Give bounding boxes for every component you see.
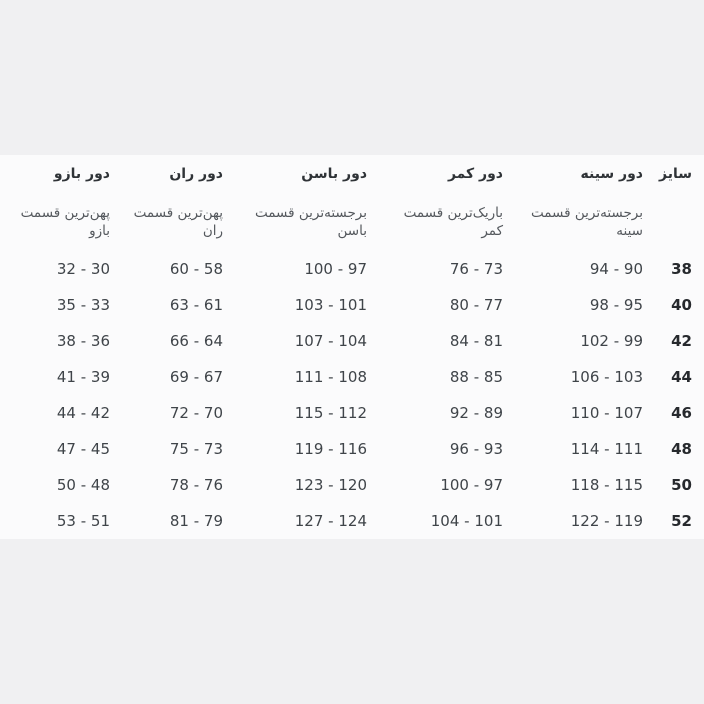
column-description-chest (508, 193, 648, 251)
size-value: 40 (671, 296, 692, 314)
arm-range: 48 - 50 (56, 476, 110, 494)
column-description-arm (0, 193, 115, 251)
column-description-size (648, 193, 704, 251)
chest-range: 90 - 94 (589, 260, 643, 278)
column-labels-row (0, 155, 704, 193)
size-row-48 (0, 431, 704, 467)
column-description-text: برجسته‌ترین قسمت سینه (531, 204, 643, 239)
size-row-40 (0, 287, 704, 323)
size-row-42 (0, 323, 704, 359)
size-chart-body (0, 251, 704, 539)
column-label-hip: دور باسن (301, 166, 367, 182)
size-row-46 (0, 395, 704, 431)
chest-range: 95 - 98 (589, 296, 643, 314)
column-description-hip (228, 193, 372, 251)
thigh-range: 76 - 78 (169, 476, 223, 494)
hip-range: 116 - 119 (294, 440, 367, 458)
column-label-chest: دور سینه (580, 166, 643, 182)
column-description-waist (372, 193, 508, 251)
chest-range: 99 - 102 (580, 332, 643, 350)
size-row-50 (0, 467, 704, 503)
arm-range: 36 - 38 (56, 332, 110, 350)
thigh-range: 67 - 69 (169, 368, 223, 386)
arm-range: 30 - 32 (56, 260, 110, 278)
arm-range: 33 - 35 (56, 296, 110, 314)
column-label-thigh: دور ران (169, 166, 223, 182)
column-description-text: برجسته‌ترین قسمت باسن (255, 204, 367, 239)
column-label-waist: دور کمر (447, 166, 503, 182)
arm-range: 45 - 47 (56, 440, 110, 458)
waist-range: 77 - 80 (449, 296, 503, 314)
column-description-text: پهن‌ترین قسمت ران (133, 204, 223, 239)
arm-range: 51 - 53 (56, 512, 110, 530)
waist-range: 97 - 100 (440, 476, 503, 494)
hip-range: 97 - 100 (304, 260, 367, 278)
hip-range: 101 - 103 (294, 296, 367, 314)
column-label-size: سایز (659, 166, 692, 182)
size-row-44 (0, 359, 704, 395)
waist-range: 73 - 76 (449, 260, 503, 278)
size-chart-header (0, 155, 704, 251)
size-value: 48 (671, 440, 692, 458)
size-value: 42 (671, 332, 692, 350)
column-description-text: پهن‌ترین قسمت بازو (20, 204, 110, 239)
size-value: 46 (671, 404, 692, 422)
thigh-range: 61 - 63 (169, 296, 223, 314)
arm-range: 39 - 41 (56, 368, 110, 386)
thigh-range: 73 - 75 (169, 440, 223, 458)
column-descriptions-row (0, 193, 704, 251)
waist-range: 101 - 104 (430, 512, 503, 530)
size-chart-table (0, 155, 704, 539)
column-description-thigh (115, 193, 228, 251)
waist-range: 85 - 88 (449, 368, 503, 386)
chest-range: 115 - 118 (570, 476, 643, 494)
size-value: 44 (671, 368, 692, 386)
hip-range: 108 - 111 (294, 368, 367, 386)
hip-range: 120 - 123 (294, 476, 367, 494)
thigh-range: 64 - 66 (169, 332, 223, 350)
arm-range: 42 - 44 (56, 404, 110, 422)
thigh-range: 58 - 60 (169, 260, 223, 278)
size-value: 50 (671, 476, 692, 494)
chest-range: 107 - 110 (570, 404, 643, 422)
hip-range: 104 - 107 (294, 332, 367, 350)
size-chart-panel (0, 155, 704, 539)
thigh-range: 70 - 72 (169, 404, 223, 422)
waist-range: 81 - 84 (449, 332, 503, 350)
chest-range: 103 - 106 (570, 368, 643, 386)
chest-range: 119 - 122 (570, 512, 643, 530)
column-label-arm: دور بازو (53, 166, 110, 182)
chest-range: 111 - 114 (570, 440, 643, 458)
size-row-52 (0, 503, 704, 539)
column-description-text: باریک‌ترین قسمت کمر (403, 204, 503, 239)
thigh-range: 79 - 81 (169, 512, 223, 530)
size-value: 38 (671, 260, 692, 278)
size-row-38 (0, 251, 704, 287)
waist-range: 89 - 92 (449, 404, 503, 422)
waist-range: 93 - 96 (449, 440, 503, 458)
hip-range: 112 - 115 (294, 404, 367, 422)
size-value: 52 (671, 512, 692, 530)
hip-range: 124 - 127 (294, 512, 367, 530)
